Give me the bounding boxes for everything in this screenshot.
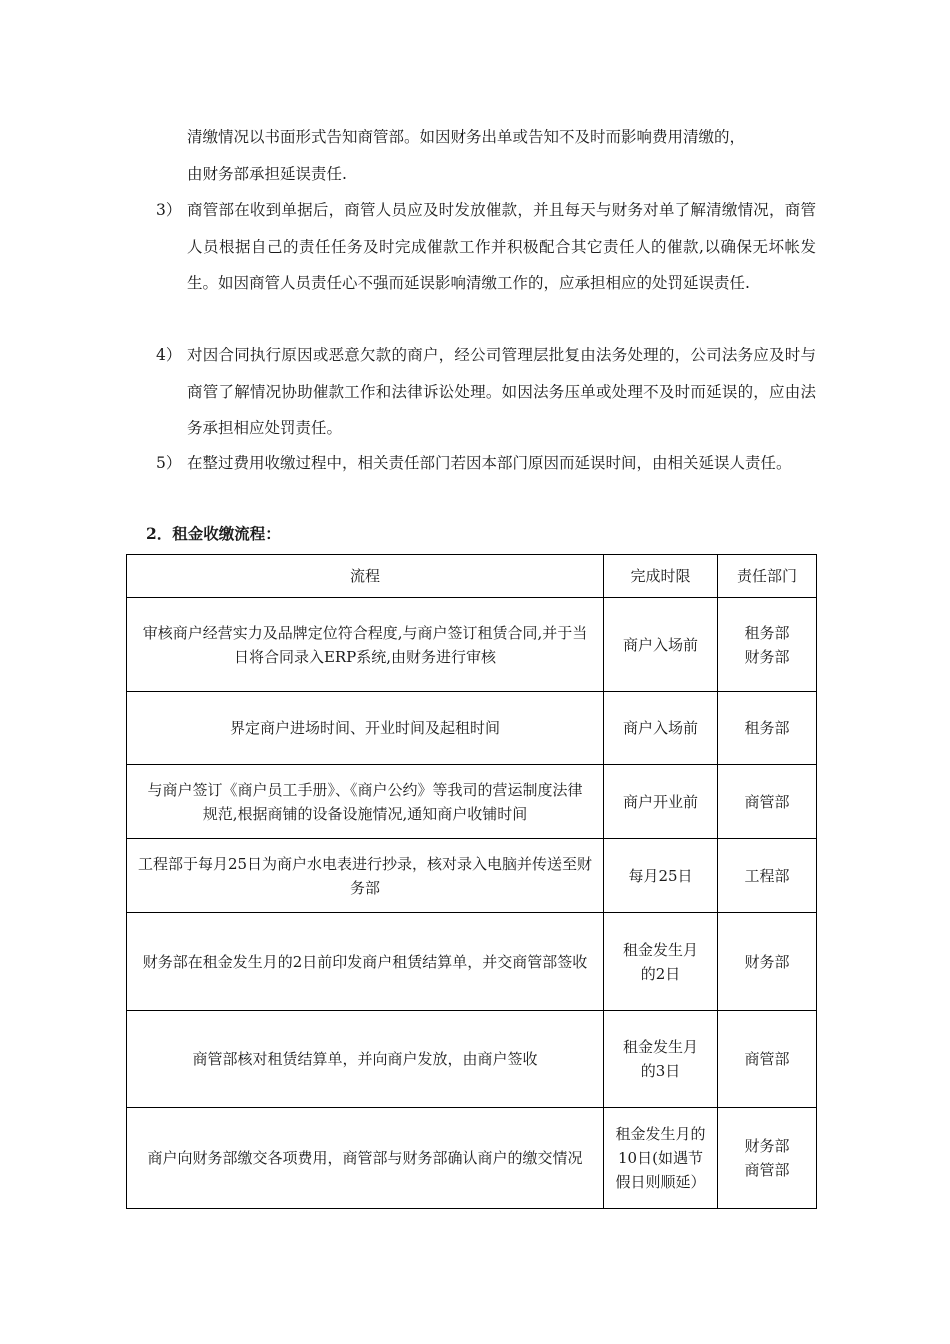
- table-row: [127, 1011, 817, 1108]
- table-row: [127, 598, 817, 692]
- department-cell: 商管部: [718, 1011, 817, 1108]
- intro-paragraph: [156, 119, 816, 192]
- department-cell: 财务部: [718, 913, 817, 1011]
- list-item-text: 在整过费用收缴过程中，相关责任部门若因本部门原因而延误时间，由相关延误人责任。: [187, 454, 792, 472]
- process-cell: 界定商户进场时间、开业时间及起租时间: [127, 692, 604, 765]
- department-cell: 工程部: [718, 839, 817, 913]
- column-header-department: 责任部门: [718, 555, 817, 598]
- process-cell: 财务部在租金发生月的2日前印发商户租赁结算单，并交商管部签收: [127, 913, 604, 1011]
- list-item: [156, 337, 816, 447]
- deadline-cell: 商户开业前: [604, 765, 718, 839]
- table-row: [127, 839, 817, 913]
- rent-collection-table: [126, 554, 817, 1209]
- department-cell: 租务部: [718, 692, 817, 765]
- section-heading: 2．租金收缴流程：: [146, 524, 281, 543]
- list-item-number: 4）: [156, 346, 182, 364]
- table-row: [127, 692, 817, 765]
- column-header-deadline: 完成时限: [604, 555, 718, 598]
- table-row: [127, 913, 817, 1011]
- list-item-text: 对因合同执行原因或恶意欠款的商户，经公司管理层批复由法务处理的，公司法务应及时与商管了解情况协助催款工作和法律诉讼处理。如因法务压单或处理不及时而延误的，应由法务承担相应处罚责任。: [187, 346, 816, 437]
- process-cell: 与商户签订《商户员工手册》、《商户公约》等我司的营运制度法律规范,根据商铺的设备设施情况,通知商户收铺时间: [127, 765, 604, 839]
- process-cell: 审核商户经营实力及品牌定位符合程度,与商户签订租赁合同,并于当日将合同录入ERP系统,由财务进行审核: [127, 598, 604, 692]
- table-row: [127, 765, 817, 839]
- department-cell: 租务部 财务部: [718, 598, 817, 692]
- table-header-row: [127, 555, 817, 598]
- department-cell: 财务部 商管部: [718, 1108, 817, 1209]
- process-cell: 商户向财务部缴交各项费用，商管部与财务部确认商户的缴交情况: [127, 1108, 604, 1209]
- process-cell: 工程部于每月25日为商户水电表进行抄录，核对录入电脑并传送至财务部: [127, 839, 604, 913]
- table-row: [127, 1108, 817, 1209]
- process-cell: 商管部核对租赁结算单，并向商户发放，由商户签收: [127, 1011, 604, 1108]
- intro-line-1: 清缴情况以书面形式告知商管部。如因财务出单或告知不及时而影响费用清缴的，: [187, 128, 746, 146]
- list-item: [156, 192, 816, 302]
- deadline-cell: 商户入场前: [604, 692, 718, 765]
- list-item-number: 5）: [156, 454, 182, 472]
- department-cell: 商管部: [718, 765, 817, 839]
- list-item: [156, 445, 816, 482]
- column-header-process: 流程: [127, 555, 604, 598]
- deadline-cell: 租金发生月的2日: [604, 913, 718, 1011]
- list-item-number: 3）: [156, 201, 182, 219]
- intro-line-2: 由财务部承担延误责任.: [187, 164, 347, 183]
- deadline-cell: 每月25日: [604, 839, 718, 913]
- deadline-cell: 租金发生月的10日(如遇节假日则顺延）: [604, 1108, 718, 1209]
- deadline-cell: 租金发生月的3日: [604, 1011, 718, 1108]
- list-item-text: 商管部在收到单据后，商管人员应及时发放催款，并且每天与财务对单了解清缴情况，商管人员根据自己的责任任务及时完成催款工作并积极配合其它责任人的催款,以确保无坏帐发生。如因商管人员责任心不强而延误影响清缴工作的，应承担相应的处罚延误责任.: [187, 201, 816, 292]
- deadline-cell: 商户入场前: [604, 598, 718, 692]
